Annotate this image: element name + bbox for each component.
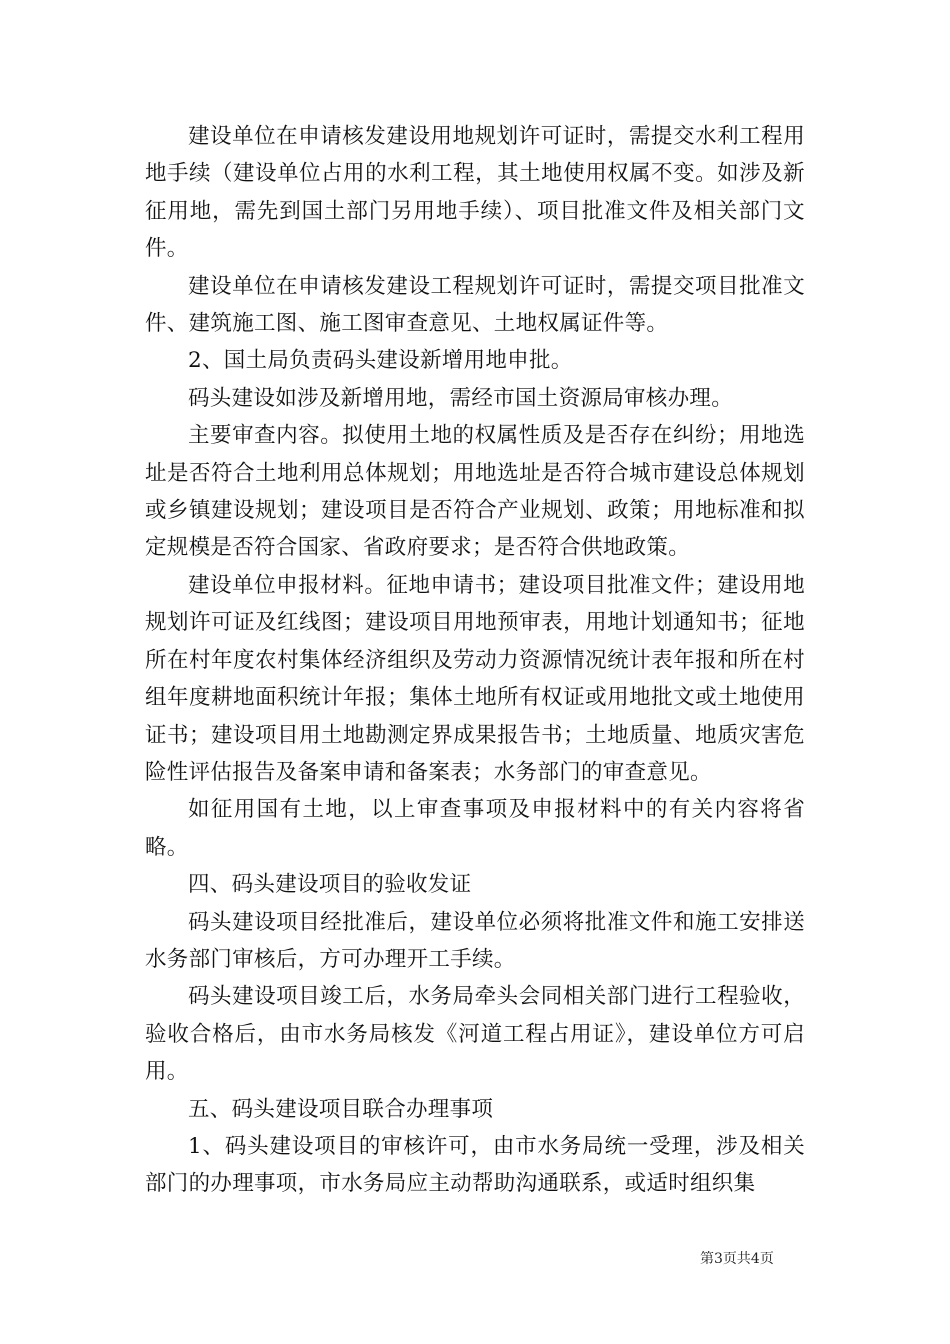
page-number: 第3页共4页 [700,1251,774,1267]
paragraph-engineering-planning-permit: 建设单位在申请核发建设工程规划许可证时，需提交项目批准文件、建筑施工图、施工图审查意见、土地权属证件等。 [145,273,805,337]
section-heading-acceptance: 四、码头建设项目的验收发证 [188,872,472,898]
paragraph-completion-acceptance: 码头建设项目竣工后，水务局牵头会同相关部门进行工程验收，验收合格后，由市水务局核发《河道工程占用证》，建设单位方可启用。 [145,984,805,1085]
paragraph-land-bureau-heading: 2、国土局负责码头建设新增用地申批。 [188,348,573,374]
section-heading-joint-handling: 五、码头建设项目联合办理事项 [188,1096,494,1122]
paragraph-state-land-note: 如征用国有土地，以上审查事项及申报材料中的有关内容将省略。 [145,797,805,860]
document-body [145,118,805,1203]
paragraph-application-materials: 建设单位申报材料。征地申请书；建设项目批准文件；建设用地规划许可证及红线图；建设项目用地预审表，用地计划通知书；征地所在村年度农村集体经济组织及劳动力资源情况统计表年报和所在村组年度耕地面积统计年报；集体土地所有权证或用地批文或土地使用证书；建设项目用土地勘测定界成果报告书；土地质量、地质灾害危险性评估报告及备案申请和备案表；水务部门的审查意见。 [145,572,805,785]
paragraph-new-land-review: 码头建设如涉及新增用地，需经市国土资源局审核办理。 [188,385,734,411]
paragraph-unified-acceptance: 1、码头建设项目的审核许可，由市水务局统一受理，涉及相关部门的办理事项，市水务局应主动帮助沟通联系，或适时组织集 [145,1133,805,1197]
paragraph-review-contents: 主要审查内容。拟使用土地的权属性质及是否存在纠纷；用地选址是否符合土地利用总体规划；用地选址是否符合城市建设总体规划或乡镇建设规划；建设项目是否符合产业规划、政策；用地标准和拟定规模是否符合国家、省政府要求；是否符合供地政策。 [145,423,805,561]
paragraph-land-planning-permit: 建设单位在申请核发建设用地规划许可证时，需提交水利工程用地手续（建设单位占用的水利工程，其土地使用权属不变。如涉及新征用地，需先到国土部门另用地手续）、项目批准文件及相关部门文件。 [145,124,805,262]
paragraph-approval-submission: 码头建设项目经批准后，建设单位必须将批准文件和施工安排送水务部门审核后，方可办理开工手续。 [145,909,805,972]
